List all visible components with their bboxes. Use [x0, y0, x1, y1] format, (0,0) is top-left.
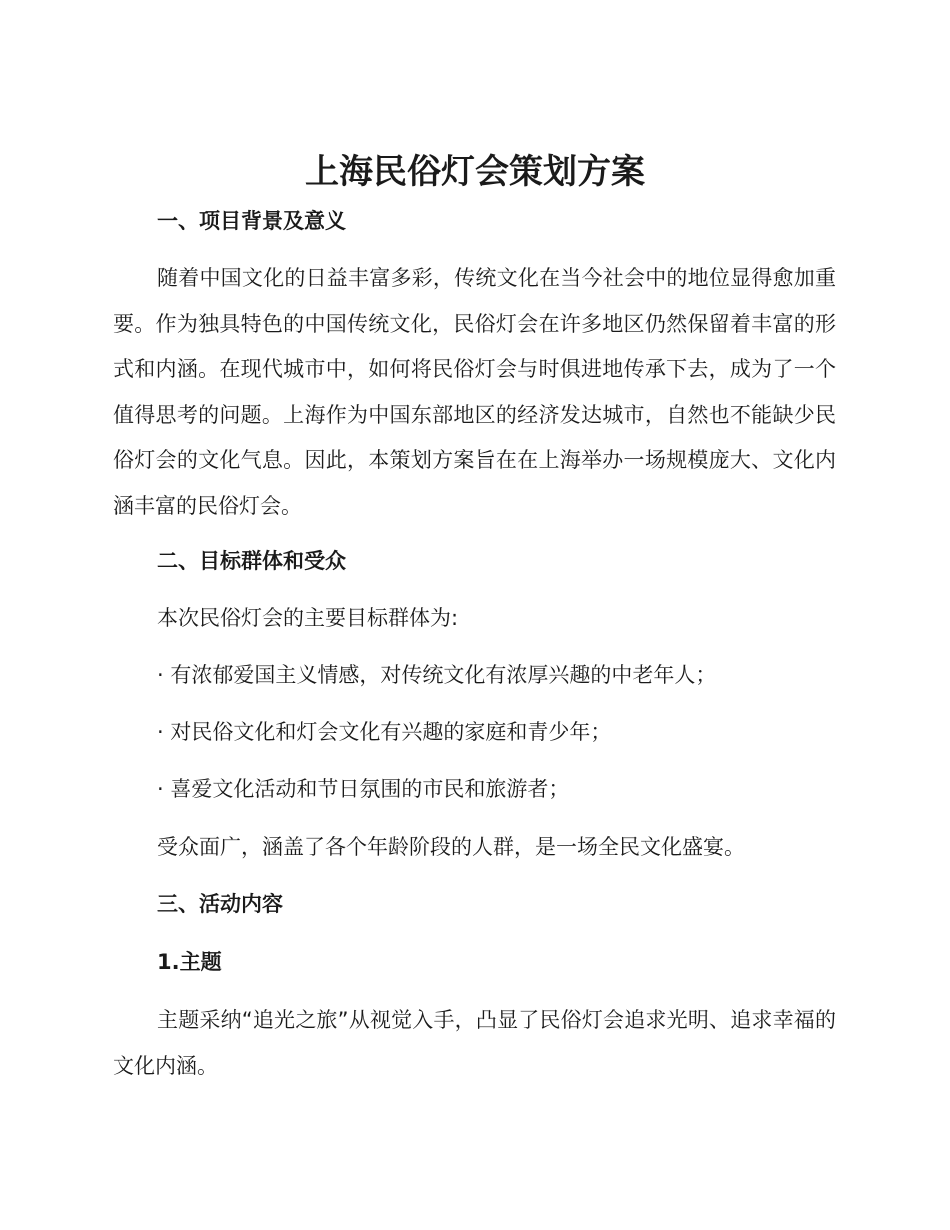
section-2-heading: 二、目标群体和受众 [157, 549, 346, 573]
section-1-heading: 一、项目背景及意义 [157, 209, 346, 233]
section-1-paragraph: 随着中国文化的日益丰富多彩，传统文化在当今社会中的地位显得愈加重要。作为独具特色的中国传统文化，民俗灯会在许多地区仍然保留着丰富的形式和内涵。在现代城市中，如何将民俗灯会与时俱进地传承下去，成为了一个值得思考的问题。上海作为中国东部地区的经济发达城市，自然也不能缺少民俗灯会的文化气息。因此，本策划方案旨在在上海举办一场规模庞大、文化内涵丰富的民俗灯会。 [113, 266, 836, 518]
list-item: · 有浓郁爱国主义情感，对传统文化有浓厚兴趣的中老年人； [157, 663, 717, 687]
list-item: · 对民俗文化和灯会文化有兴趣的家庭和青少年； [157, 720, 612, 744]
section-3-heading: 三、活动内容 [157, 892, 283, 916]
section-2-intro: 本次民俗灯会的主要目标群体为: [157, 606, 459, 630]
section-3-subheading: 1.主题 [157, 950, 222, 974]
section-3-paragraph: 主题采纳“追光之旅”从视觉入手，凸显了民俗灯会追求光明、追求幸福的文化内涵。 [113, 1008, 836, 1078]
document-title: 上海民俗灯会策划方案 [305, 152, 645, 192]
section-2-summary: 受众面广，涵盖了各个年龄阶段的人群，是一场全民文化盛宴。 [157, 835, 745, 859]
list-item: · 喜爱文化活动和节日氛围的市民和旅游者； [157, 777, 570, 801]
